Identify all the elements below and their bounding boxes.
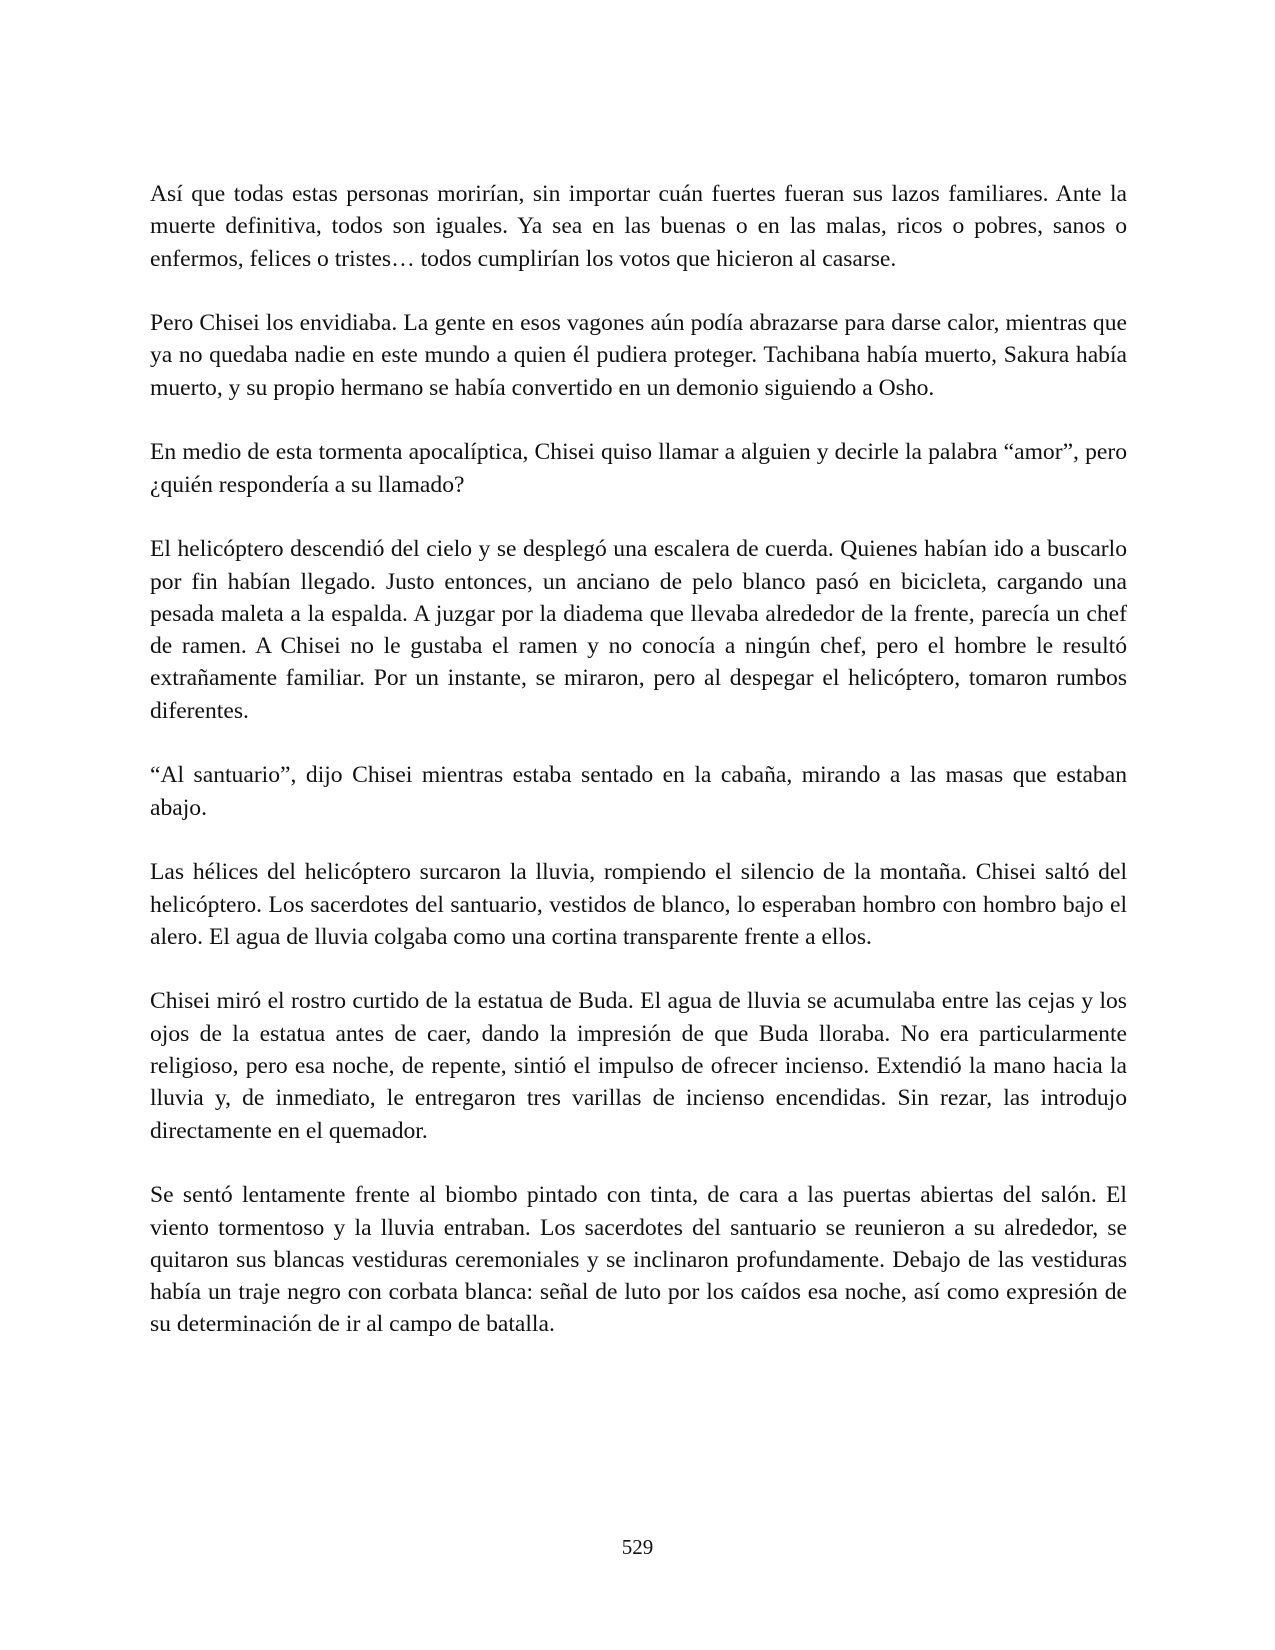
page-number: 529 — [621, 1535, 654, 1559]
paragraph: Así que todas estas personas morirían, sin importar cuán fuertes fueran sus lazos familiares. Ante la muerte definitiva, todos son iguales. Ya sea en las buenas o en las malas, ricos o pobres, sanos o enfermos, felices o tristes… todos cumplirían los votos que hicieron al casarse. — [150, 181, 1127, 272]
paragraph: Pero Chisei los envidiaba. La gente en esos vagones aún podía abrazarse para darse calor, mientras que ya no quedaba nadie en este mundo a quien él pudiera proteger. Tachibana había muerto, Sakura había muerto, y su propio hermano se había convertido en un demonio siguiendo a Osho. — [150, 310, 1127, 401]
paragraph: “Al santuario”, dijo Chisei mientras estaba sentado en la cabaña, mirando a las masas que estaban abajo. — [150, 762, 1127, 821]
body-text — [150, 178, 1127, 1373]
paragraph: Se sentó lentamente frente al biombo pintado con tinta, de cara a las puertas abiertas del salón. El viento tormentoso y la lluvia entraban. Los sacerdotes del santuario se reunieron a su alrededor, se quitaron sus blancas vestiduras ceremoniales y se inclinaron profundamente. Debajo de las vestiduras había un traje negro con corbata blanca: señal de luto por los caídos esa noche, así como expresión de su determinación de ir al campo de batalla. — [150, 1182, 1127, 1338]
paragraph: Las hélices del helicóptero surcaron la lluvia, rompiendo el silencio de la montaña. Chisei saltó del helicóptero. Los sacerdotes del santuario, vestidos de blanco, lo esperaban hombro con hombro bajo el alero. El agua de lluvia colgaba como una cortina transparente frente a ellos. — [150, 859, 1127, 950]
paragraph: Chisei miró el rostro curtido de la estatua de Buda. El agua de lluvia se acumulaba entre las cejas y los ojos de la estatua antes de caer, dando la impresión de que Buda lloraba. No era particularmente religioso, pero esa noche, de repente, sintió el impulso de ofrecer incienso. Extendió la mano hacia la lluvia y, de inmediato, le entregaron tres varillas de incienso encendidas. Sin rezar, las introdujo directamente en el quemador. — [150, 988, 1127, 1144]
paragraph: El helicóptero descendió del cielo y se desplegó una escalera de cuerda. Quienes habían ido a buscarlo por fin habían llegado. Justo entonces, un anciano de pelo blanco pasó en bicicleta, cargando una pesada maleta a la espalda. A juzgar por la diadema que llevaba alrededor de la frente, parecía un chef de ramen. A Chisei no le gustaba el ramen y no conocía a ningún chef, pero el hombre le resultó extrañamente familiar. Por un instante, se miraron, pero al despegar el helicóptero, tomaron rumbos diferentes. — [150, 536, 1127, 724]
paragraph: En medio de esta tormenta apocalíptica, Chisei quiso llamar a alguien y decirle la palabra “amor”, pero ¿quién respondería a su llamado? — [150, 439, 1127, 498]
